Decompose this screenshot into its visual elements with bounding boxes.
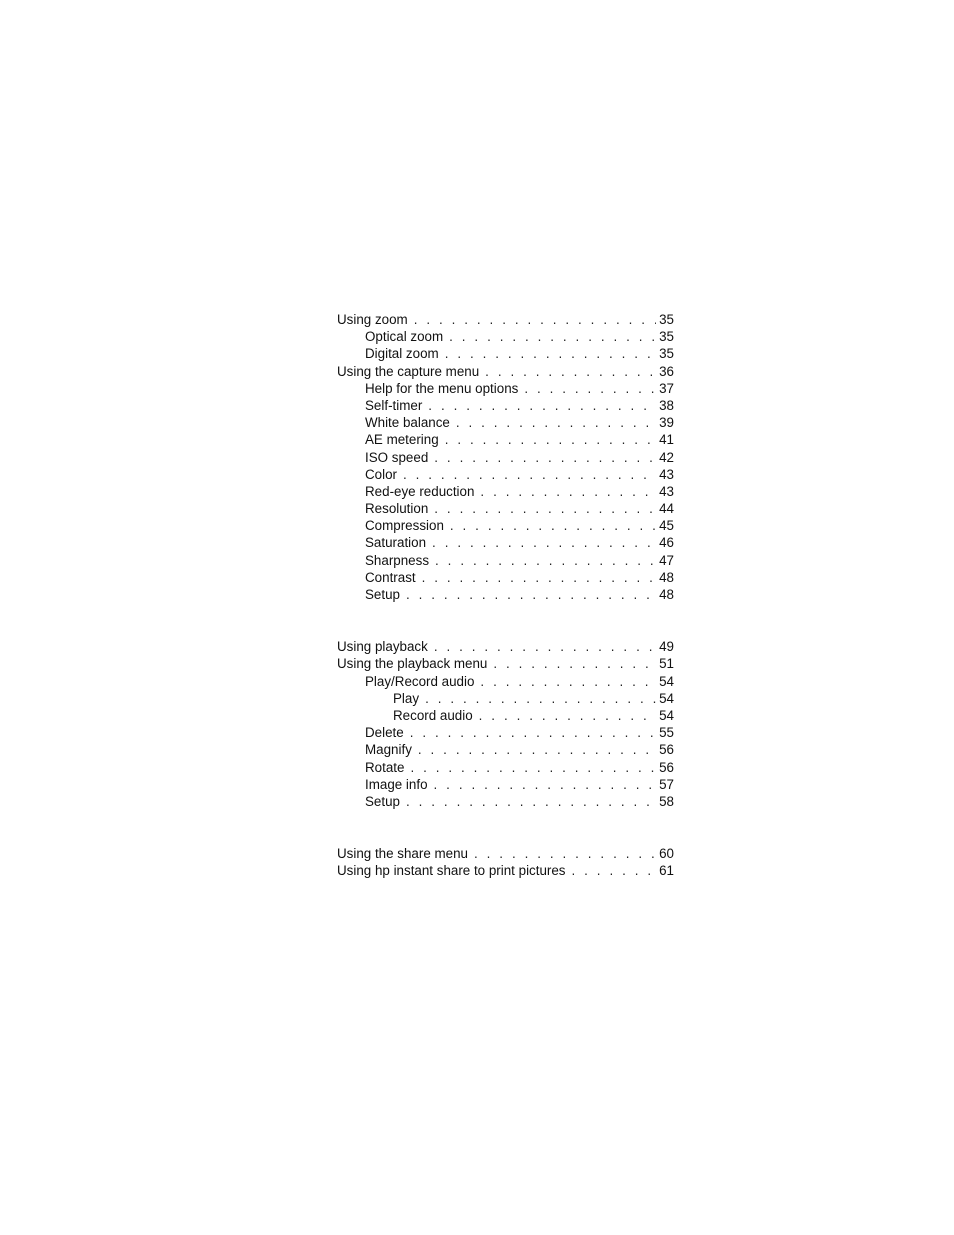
toc-entry[interactable] xyxy=(337,500,674,517)
toc-dot-leader xyxy=(445,431,656,448)
toc-dot-leader xyxy=(456,414,656,431)
toc-dot-leader xyxy=(435,552,656,569)
toc-entry-label: Compression xyxy=(365,518,444,534)
toc-entry-page-number: 58 xyxy=(659,793,674,809)
toc-entry-page-number: 57 xyxy=(659,776,674,792)
toc-entry-page-number: 37 xyxy=(659,380,674,396)
toc-dot-leader xyxy=(480,483,656,500)
toc-dot-leader xyxy=(445,345,656,362)
toc-entry-page-number: 45 xyxy=(659,518,674,534)
toc-entry[interactable] xyxy=(337,328,674,345)
toc-entry-page-number: 41 xyxy=(659,432,674,448)
toc-entry[interactable] xyxy=(337,345,674,362)
toc-entry[interactable] xyxy=(337,655,674,672)
toc-dot-leader xyxy=(474,845,656,862)
toc-dot-leader xyxy=(410,724,656,741)
toc-entry-label: Setup xyxy=(365,587,400,602)
toc-entry[interactable] xyxy=(337,414,674,431)
toc-entry-label: Using playback xyxy=(337,639,428,655)
toc-dot-leader xyxy=(428,397,656,414)
toc-entry-page-number: 46 xyxy=(659,535,674,551)
toc-dot-leader xyxy=(434,776,657,793)
toc-entry[interactable] xyxy=(337,793,674,810)
toc-dot-leader xyxy=(406,793,656,810)
toc-entry[interactable] xyxy=(337,449,674,466)
toc-entry-page-number: 54 xyxy=(659,673,674,689)
toc-entry[interactable] xyxy=(337,397,674,414)
toc-entry-label: Help for the menu options xyxy=(365,380,519,396)
toc-entry-page-number: 47 xyxy=(659,552,674,568)
toc-entry-page-number: 43 xyxy=(659,483,674,499)
toc-entry[interactable] xyxy=(337,690,674,707)
toc-entry[interactable] xyxy=(337,431,674,448)
toc-entry[interactable] xyxy=(337,534,674,551)
toc-entry[interactable] xyxy=(337,363,674,380)
toc-dot-leader xyxy=(524,380,656,397)
toc-entry[interactable] xyxy=(337,741,674,758)
toc-entry-page-number: 39 xyxy=(659,415,674,431)
toc-entry[interactable] xyxy=(337,586,674,603)
toc-dot-leader xyxy=(406,586,656,603)
toc-entry-label: Contrast xyxy=(365,569,416,585)
toc-entry-label: Play/Record audio xyxy=(365,673,475,689)
table-of-contents xyxy=(337,311,674,879)
toc-entry-label: Sharpness xyxy=(365,552,430,568)
toc-dot-leader xyxy=(432,534,656,551)
toc-entry-label: Saturation xyxy=(365,535,427,551)
toc-entry-label: Using hp instant share to print pictures xyxy=(337,863,566,879)
toc-entry-page-number: 49 xyxy=(659,639,674,655)
toc-entry-page-number: 35 xyxy=(659,329,674,345)
toc-dot-leader xyxy=(422,569,656,586)
toc-entry-page-number: 42 xyxy=(659,449,674,465)
toc-entry-page-number: 35 xyxy=(659,312,674,327)
toc-entry-page-number: 48 xyxy=(659,587,674,602)
toc-entry-page-number: 51 xyxy=(659,656,674,672)
toc-entry[interactable] xyxy=(337,776,674,793)
toc-dot-leader xyxy=(414,311,656,328)
toc-entry[interactable] xyxy=(337,552,674,569)
toc-entry-page-number: 54 xyxy=(659,690,674,706)
toc-entry-page-number: 38 xyxy=(659,397,674,413)
toc-entry-page-number: 43 xyxy=(659,466,674,482)
toc-entry-page-number: 56 xyxy=(659,759,674,775)
toc-entry[interactable] xyxy=(337,311,674,328)
toc-entry-page-number: 48 xyxy=(659,569,674,585)
toc-section xyxy=(337,311,674,603)
toc-dot-leader xyxy=(434,638,656,655)
toc-entry[interactable] xyxy=(337,673,674,690)
toc-dot-leader xyxy=(485,363,656,380)
toc-entry[interactable] xyxy=(337,707,674,724)
toc-dot-leader xyxy=(434,449,656,466)
toc-dot-leader xyxy=(450,517,656,534)
toc-entry-page-number: 60 xyxy=(659,846,674,862)
toc-dot-leader xyxy=(572,862,657,879)
toc-dot-leader xyxy=(434,500,656,517)
toc-dot-leader xyxy=(493,655,656,672)
toc-entry-label: Record audio xyxy=(393,707,473,723)
toc-entry-label: Using the capture menu xyxy=(337,363,480,379)
toc-entry-page-number: 61 xyxy=(659,863,674,879)
toc-entry-label: Optical zoom xyxy=(365,329,444,345)
toc-entry-label: Image info xyxy=(365,776,428,792)
toc-entry-label: Using zoom xyxy=(337,312,408,327)
toc-entry-label: White balance xyxy=(365,415,450,431)
toc-section xyxy=(337,638,674,810)
toc-entry[interactable] xyxy=(337,638,674,655)
toc-dot-leader xyxy=(410,759,656,776)
toc-entry-page-number: 35 xyxy=(659,346,674,362)
toc-entry-label: Rotate xyxy=(365,759,405,775)
toc-section xyxy=(337,845,674,879)
toc-entry-label: Delete xyxy=(365,725,404,741)
toc-entry[interactable] xyxy=(337,759,674,776)
toc-entry-page-number: 44 xyxy=(659,501,674,517)
toc-entry[interactable] xyxy=(337,483,674,500)
toc-entry-page-number: 54 xyxy=(659,707,674,723)
toc-entry-label: Resolution xyxy=(365,501,429,517)
toc-entry-label: Setup xyxy=(365,793,400,809)
toc-dot-leader xyxy=(479,707,656,724)
toc-entry[interactable] xyxy=(337,466,674,483)
toc-dot-leader xyxy=(403,466,656,483)
toc-entry-label: AE metering xyxy=(365,432,439,448)
toc-entry-page-number: 36 xyxy=(659,363,674,379)
toc-dot-leader xyxy=(480,673,656,690)
toc-entry-label: Magnify xyxy=(365,742,412,758)
toc-entry-label: Using the share menu xyxy=(337,846,469,862)
toc-entry[interactable] xyxy=(337,517,674,534)
toc-entry[interactable] xyxy=(337,380,674,397)
toc-dot-leader xyxy=(418,741,656,758)
toc-entry-page-number: 55 xyxy=(659,725,674,741)
toc-dot-leader xyxy=(449,328,656,345)
toc-entry[interactable] xyxy=(337,862,674,879)
toc-entry-label: Using the playback menu xyxy=(337,656,488,672)
toc-entry[interactable] xyxy=(337,724,674,741)
toc-entry-label: ISO speed xyxy=(365,449,429,465)
toc-entry-label: Self-timer xyxy=(365,397,423,413)
toc-entry-label: Play xyxy=(393,690,420,706)
toc-dot-leader xyxy=(425,690,656,707)
toc-entry-label: Digital zoom xyxy=(365,346,439,362)
toc-entry-page-number: 56 xyxy=(659,742,674,758)
toc-entry[interactable] xyxy=(337,569,674,586)
toc-entry[interactable] xyxy=(337,845,674,862)
toc-entry-label: Red-eye reduction xyxy=(365,483,475,499)
toc-entry-label: Color xyxy=(365,466,397,482)
